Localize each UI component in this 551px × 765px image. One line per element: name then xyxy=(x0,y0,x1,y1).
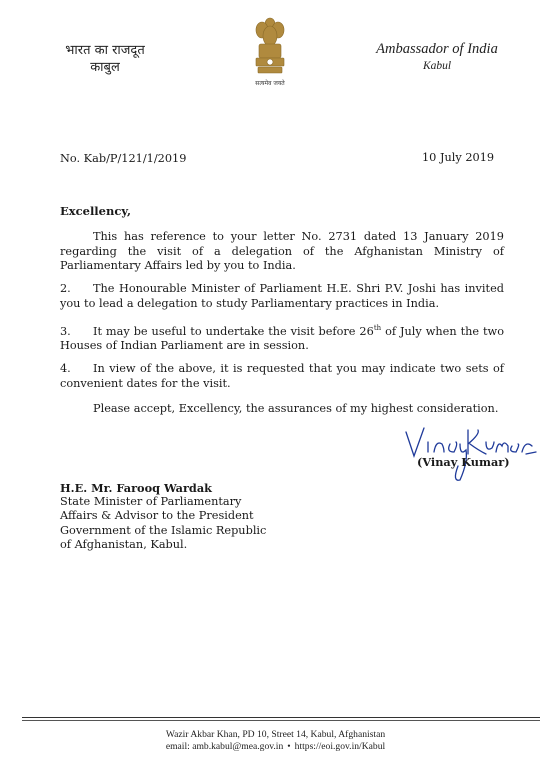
footer-divider xyxy=(22,717,540,718)
addressee-name: H.E. Mr. Farooq Wardak xyxy=(60,481,212,495)
paragraph-3 xyxy=(60,321,504,354)
paragraph-3-text-a: It may be useful to undertake the visit before 26 xyxy=(93,324,374,338)
letter-date: 10 July 2019 xyxy=(422,151,495,164)
paragraph-4-number: 4. xyxy=(60,362,71,375)
addressee-block xyxy=(60,481,266,552)
closing-paragraph: Please accept, Excellency, the assurances of my highest consideration. xyxy=(93,402,499,415)
reference-number: No. Kab/P/121/1/2019 xyxy=(60,152,187,165)
addressee-line-3: Government of the Islamic Republic xyxy=(60,523,267,537)
footer-bullet: • xyxy=(287,741,291,752)
footer-contact xyxy=(0,741,551,752)
paragraph-3-superscript: th xyxy=(373,324,382,332)
paragraph-3-text-b: of July when the two Houses of Indian Parliament are in session. xyxy=(60,324,505,353)
hindi-city: काबुल xyxy=(90,60,120,75)
salutation: Excellency, xyxy=(60,204,131,218)
paragraph-4 xyxy=(60,362,504,391)
signatory-name: (Vinay Kumar) xyxy=(417,455,510,469)
paragraph-2-text: The Honourable Minister of Parliament H.E. Shri P.V. Joshi has invited you to lead a delegation to study Parliamentary practices in India. xyxy=(60,282,504,310)
hindi-letterhead xyxy=(50,42,160,76)
footer-email[interactable]: email: amb.kabul@mea.gov.in xyxy=(165,741,284,752)
addressee-line-2: Affairs & Advisor to the President xyxy=(60,509,254,523)
handwritten-signature xyxy=(398,422,540,484)
paragraph-2-number: 2. xyxy=(60,282,71,295)
emblem-motto: सत्यमेव जयते xyxy=(255,80,285,87)
ambassador-city: Kabul xyxy=(422,60,452,72)
footer-divider-thin xyxy=(22,720,540,721)
addressee-line-4: of Afghanistan, Kabul. xyxy=(60,537,188,551)
ambassador-title: Ambassador of India xyxy=(376,41,498,57)
hindi-title: भारत का राजदूत xyxy=(65,43,145,58)
paragraph-4-text: In view of the above, it is requested that you may indicate two sets of convenient dates for the visit. xyxy=(60,362,504,390)
footer-website[interactable]: https://eoi.gov.in/Kabul xyxy=(294,741,386,752)
footer-address: Wazir Akbar Khan, PD 10, Street 14, Kabul, Afghanistan xyxy=(165,729,386,740)
addressee-line-1: State Minister of Parliamentary xyxy=(60,495,242,509)
paragraph-1: This has reference to your letter No. 2731 dated 13 January 2019 regarding the visit of a delegation of the Afghanistan Ministry of Parliamentary Affairs led by you to India. xyxy=(60,230,504,272)
ambassador-letterhead xyxy=(352,41,522,75)
paragraph-2 xyxy=(60,282,504,311)
paragraph-3-number: 3. xyxy=(60,324,71,338)
